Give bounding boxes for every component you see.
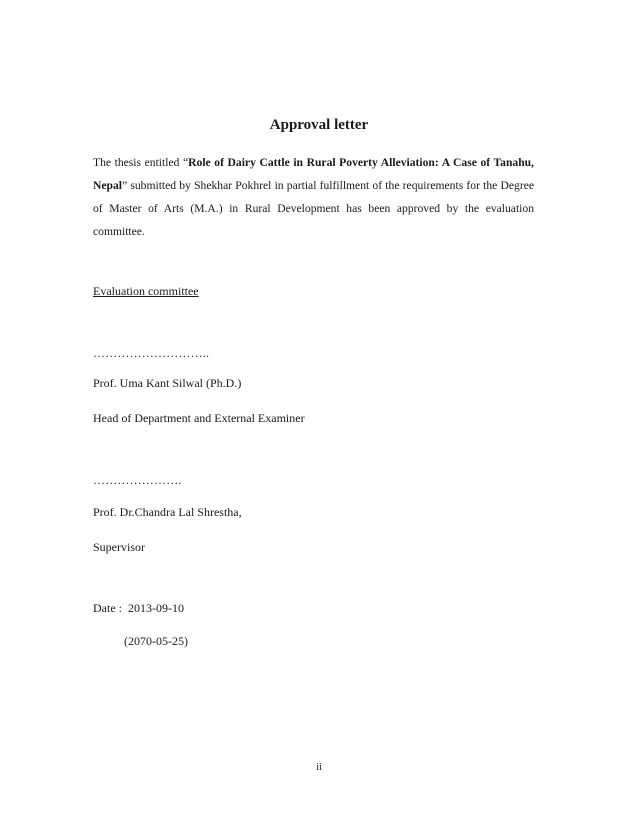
thesis-title: Role of Dairy Cattle in Rural Poverty Alleviation: A Case of Tanahu, Nepal — [93, 156, 534, 192]
page-title: Approval letter — [269, 117, 369, 133]
date-line: Date : 2013-09-10 — [93, 601, 184, 615]
evaluation-committee-label: Evaluation committee — [93, 284, 199, 298]
paragraph-rest: ” submitted by Shekhar Pokhrel in partial fulfillment of the requirements for the Degree of Master of Arts (M.A.) in Rural Development has been approved by the evaluation committee. — [93, 179, 534, 238]
examiner-role: Head of Department and External Examiner — [93, 411, 305, 425]
supervisor-role: Supervisor — [93, 540, 145, 554]
supervisor-signature-line: …………………. — [93, 473, 182, 487]
page-number: ii — [316, 762, 322, 773]
approval-paragraph — [93, 151, 534, 243]
examiner-signature-line: ……………………….. — [93, 346, 210, 360]
supervisor-name: Prof. Dr.Chandra Lal Shrestha, — [93, 505, 242, 519]
nepali-date: (2070-05-25) — [124, 634, 188, 648]
examiner-name: Prof. Uma Kant Silwal (Ph.D.) — [93, 376, 242, 390]
paragraph-lead: The thesis entitled “ — [93, 156, 189, 169]
